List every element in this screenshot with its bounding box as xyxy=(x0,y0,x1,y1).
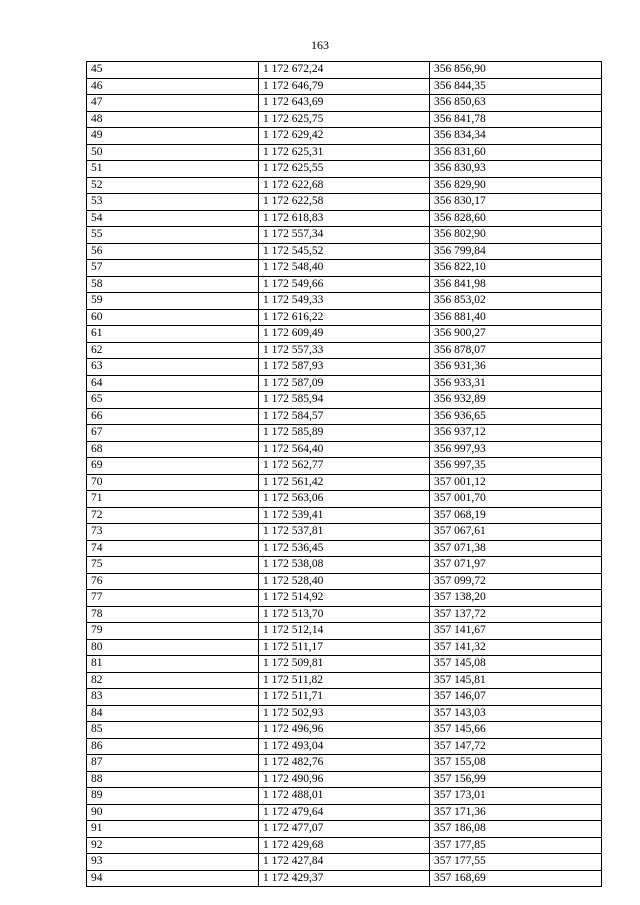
y-coordinate-cell: 357 186,08 xyxy=(430,821,602,838)
x-coordinate-cell: 1 172 616,22 xyxy=(259,309,430,326)
table-row xyxy=(87,161,602,178)
x-coordinate-cell: 1 172 429,37 xyxy=(259,870,430,887)
table-row xyxy=(87,62,602,79)
point-number-cell: 92 xyxy=(87,837,259,854)
y-coordinate-cell: 356 856,90 xyxy=(430,62,602,79)
x-coordinate-cell: 1 172 511,71 xyxy=(259,689,430,706)
point-number-cell: 87 xyxy=(87,755,259,772)
table-row xyxy=(87,474,602,491)
x-coordinate-cell: 1 172 511,82 xyxy=(259,672,430,689)
table-row xyxy=(87,177,602,194)
table-row xyxy=(87,128,602,145)
x-coordinate-cell: 1 172 528,40 xyxy=(259,573,430,590)
x-coordinate-cell: 1 172 479,64 xyxy=(259,804,430,821)
y-coordinate-cell: 357 071,97 xyxy=(430,557,602,574)
table-row xyxy=(87,194,602,211)
y-coordinate-cell: 356 933,31 xyxy=(430,375,602,392)
y-coordinate-cell: 356 850,63 xyxy=(430,95,602,112)
y-coordinate-cell: 356 997,35 xyxy=(430,458,602,475)
point-number-cell: 76 xyxy=(87,573,259,590)
y-coordinate-cell: 356 844,35 xyxy=(430,78,602,95)
x-coordinate-cell: 1 172 502,93 xyxy=(259,705,430,722)
point-number-cell: 81 xyxy=(87,656,259,673)
point-number-cell: 46 xyxy=(87,78,259,95)
table-row xyxy=(87,557,602,574)
table-row xyxy=(87,342,602,359)
table-row xyxy=(87,276,602,293)
page-number: 163 xyxy=(311,38,329,52)
table-row xyxy=(87,111,602,128)
y-coordinate-cell: 357 067,61 xyxy=(430,524,602,541)
x-coordinate-cell: 1 172 563,06 xyxy=(259,491,430,508)
y-coordinate-cell: 357 146,07 xyxy=(430,689,602,706)
table-row xyxy=(87,227,602,244)
y-coordinate-cell: 357 138,20 xyxy=(430,590,602,607)
point-number-cell: 85 xyxy=(87,722,259,739)
point-number-cell: 84 xyxy=(87,705,259,722)
x-coordinate-cell: 1 172 429,68 xyxy=(259,837,430,854)
y-coordinate-cell: 357 071,38 xyxy=(430,540,602,557)
y-coordinate-cell: 356 830,17 xyxy=(430,194,602,211)
table-row xyxy=(87,623,602,640)
table-row xyxy=(87,441,602,458)
y-coordinate-cell: 356 830,93 xyxy=(430,161,602,178)
x-coordinate-cell: 1 172 587,93 xyxy=(259,359,430,376)
point-number-cell: 71 xyxy=(87,491,259,508)
point-number-cell: 70 xyxy=(87,474,259,491)
x-coordinate-cell: 1 172 622,58 xyxy=(259,194,430,211)
point-number-cell: 67 xyxy=(87,425,259,442)
x-coordinate-cell: 1 172 477,07 xyxy=(259,821,430,838)
point-number-cell: 74 xyxy=(87,540,259,557)
x-coordinate-cell: 1 172 538,08 xyxy=(259,557,430,574)
table-row xyxy=(87,689,602,706)
x-coordinate-cell: 1 172 609,49 xyxy=(259,326,430,343)
x-coordinate-cell: 1 172 585,89 xyxy=(259,425,430,442)
y-coordinate-cell: 356 853,02 xyxy=(430,293,602,310)
x-coordinate-cell: 1 172 557,34 xyxy=(259,227,430,244)
x-coordinate-cell: 1 172 562,77 xyxy=(259,458,430,475)
x-coordinate-cell: 1 172 564,40 xyxy=(259,441,430,458)
table-row xyxy=(87,854,602,871)
table-row xyxy=(87,326,602,343)
y-coordinate-cell: 356 931,36 xyxy=(430,359,602,376)
x-coordinate-cell: 1 172 536,45 xyxy=(259,540,430,557)
x-coordinate-cell: 1 172 557,33 xyxy=(259,342,430,359)
point-number-cell: 86 xyxy=(87,738,259,755)
table-row xyxy=(87,408,602,425)
y-coordinate-cell: 357 156,99 xyxy=(430,771,602,788)
table-row xyxy=(87,491,602,508)
point-number-cell: 54 xyxy=(87,210,259,227)
x-coordinate-cell: 1 172 545,52 xyxy=(259,243,430,260)
point-number-cell: 45 xyxy=(87,62,259,79)
x-coordinate-cell: 1 172 548,40 xyxy=(259,260,430,277)
point-number-cell: 93 xyxy=(87,854,259,871)
point-number-cell: 55 xyxy=(87,227,259,244)
x-coordinate-cell: 1 172 427,84 xyxy=(259,854,430,871)
table-row xyxy=(87,738,602,755)
y-coordinate-cell: 357 147,72 xyxy=(430,738,602,755)
table-row xyxy=(87,771,602,788)
x-coordinate-cell: 1 172 629,42 xyxy=(259,128,430,145)
point-number-cell: 65 xyxy=(87,392,259,409)
y-coordinate-cell: 356 936,65 xyxy=(430,408,602,425)
coordinates-table xyxy=(86,61,602,887)
x-coordinate-cell: 1 172 539,41 xyxy=(259,507,430,524)
point-number-cell: 51 xyxy=(87,161,259,178)
point-number-cell: 52 xyxy=(87,177,259,194)
table-row xyxy=(87,722,602,739)
table-row xyxy=(87,705,602,722)
y-coordinate-cell: 356 822,10 xyxy=(430,260,602,277)
table-row xyxy=(87,540,602,557)
y-coordinate-cell: 356 878,07 xyxy=(430,342,602,359)
point-number-cell: 60 xyxy=(87,309,259,326)
x-coordinate-cell: 1 172 488,01 xyxy=(259,788,430,805)
point-number-cell: 49 xyxy=(87,128,259,145)
table-row xyxy=(87,590,602,607)
coordinates-table-body xyxy=(87,62,602,887)
point-number-cell: 59 xyxy=(87,293,259,310)
y-coordinate-cell: 356 834,34 xyxy=(430,128,602,145)
point-number-cell: 79 xyxy=(87,623,259,640)
y-coordinate-cell: 357 171,36 xyxy=(430,804,602,821)
point-number-cell: 78 xyxy=(87,606,259,623)
y-coordinate-cell: 357 099,72 xyxy=(430,573,602,590)
point-number-cell: 68 xyxy=(87,441,259,458)
point-number-cell: 89 xyxy=(87,788,259,805)
x-coordinate-cell: 1 172 625,55 xyxy=(259,161,430,178)
point-number-cell: 94 xyxy=(87,870,259,887)
table-row xyxy=(87,392,602,409)
y-coordinate-cell: 356 829,90 xyxy=(430,177,602,194)
table-row xyxy=(87,210,602,227)
y-coordinate-cell: 357 173,01 xyxy=(430,788,602,805)
point-number-cell: 58 xyxy=(87,276,259,293)
y-coordinate-cell: 356 900,27 xyxy=(430,326,602,343)
point-number-cell: 77 xyxy=(87,590,259,607)
y-coordinate-cell: 356 802,90 xyxy=(430,227,602,244)
point-number-cell: 47 xyxy=(87,95,259,112)
x-coordinate-cell: 1 172 625,75 xyxy=(259,111,430,128)
point-number-cell: 53 xyxy=(87,194,259,211)
y-coordinate-cell: 357 155,08 xyxy=(430,755,602,772)
y-coordinate-cell: 357 137,72 xyxy=(430,606,602,623)
table-row xyxy=(87,458,602,475)
x-coordinate-cell: 1 172 537,81 xyxy=(259,524,430,541)
x-coordinate-cell: 1 172 622,68 xyxy=(259,177,430,194)
y-coordinate-cell: 356 932,89 xyxy=(430,392,602,409)
point-number-cell: 72 xyxy=(87,507,259,524)
point-number-cell: 50 xyxy=(87,144,259,161)
point-number-cell: 57 xyxy=(87,260,259,277)
x-coordinate-cell: 1 172 482,76 xyxy=(259,755,430,772)
y-coordinate-cell: 357 068,19 xyxy=(430,507,602,524)
point-number-cell: 66 xyxy=(87,408,259,425)
y-coordinate-cell: 357 001,12 xyxy=(430,474,602,491)
y-coordinate-cell: 356 828,60 xyxy=(430,210,602,227)
point-number-cell: 83 xyxy=(87,689,259,706)
y-coordinate-cell: 357 177,85 xyxy=(430,837,602,854)
table-row xyxy=(87,788,602,805)
x-coordinate-cell: 1 172 625,31 xyxy=(259,144,430,161)
y-coordinate-cell: 357 141,67 xyxy=(430,623,602,640)
x-coordinate-cell: 1 172 509,81 xyxy=(259,656,430,673)
point-number-cell: 48 xyxy=(87,111,259,128)
table-row xyxy=(87,425,602,442)
point-number-cell: 61 xyxy=(87,326,259,343)
y-coordinate-cell: 356 799,84 xyxy=(430,243,602,260)
y-coordinate-cell: 356 831,60 xyxy=(430,144,602,161)
table-row xyxy=(87,804,602,821)
x-coordinate-cell: 1 172 643,69 xyxy=(259,95,430,112)
y-coordinate-cell: 357 145,08 xyxy=(430,656,602,673)
table-row xyxy=(87,821,602,838)
point-number-cell: 69 xyxy=(87,458,259,475)
table-row xyxy=(87,573,602,590)
x-coordinate-cell: 1 172 549,33 xyxy=(259,293,430,310)
x-coordinate-cell: 1 172 618,83 xyxy=(259,210,430,227)
point-number-cell: 73 xyxy=(87,524,259,541)
point-number-cell: 63 xyxy=(87,359,259,376)
y-coordinate-cell: 357 141,32 xyxy=(430,639,602,656)
y-coordinate-cell: 357 145,66 xyxy=(430,722,602,739)
table-row xyxy=(87,524,602,541)
x-coordinate-cell: 1 172 549,66 xyxy=(259,276,430,293)
y-coordinate-cell: 357 143,03 xyxy=(430,705,602,722)
table-row xyxy=(87,309,602,326)
y-coordinate-cell: 357 145,81 xyxy=(430,672,602,689)
table-row xyxy=(87,672,602,689)
y-coordinate-cell: 356 881,40 xyxy=(430,309,602,326)
x-coordinate-cell: 1 172 496,96 xyxy=(259,722,430,739)
table-row xyxy=(87,656,602,673)
table-row xyxy=(87,359,602,376)
point-number-cell: 64 xyxy=(87,375,259,392)
y-coordinate-cell: 357 177,55 xyxy=(430,854,602,871)
x-coordinate-cell: 1 172 511,17 xyxy=(259,639,430,656)
table-row xyxy=(87,293,602,310)
y-coordinate-cell: 356 841,78 xyxy=(430,111,602,128)
y-coordinate-cell: 356 997,93 xyxy=(430,441,602,458)
table-row xyxy=(87,870,602,887)
point-number-cell: 90 xyxy=(87,804,259,821)
point-number-cell: 88 xyxy=(87,771,259,788)
table-row xyxy=(87,243,602,260)
x-coordinate-cell: 1 172 493,04 xyxy=(259,738,430,755)
point-number-cell: 91 xyxy=(87,821,259,838)
x-coordinate-cell: 1 172 584,57 xyxy=(259,408,430,425)
table-row xyxy=(87,375,602,392)
y-coordinate-cell: 357 001,70 xyxy=(430,491,602,508)
x-coordinate-cell: 1 172 513,70 xyxy=(259,606,430,623)
table-row xyxy=(87,755,602,772)
x-coordinate-cell: 1 172 561,42 xyxy=(259,474,430,491)
x-coordinate-cell: 1 172 672,24 xyxy=(259,62,430,79)
x-coordinate-cell: 1 172 514,92 xyxy=(259,590,430,607)
point-number-cell: 75 xyxy=(87,557,259,574)
x-coordinate-cell: 1 172 646,79 xyxy=(259,78,430,95)
table-row xyxy=(87,78,602,95)
x-coordinate-cell: 1 172 512,14 xyxy=(259,623,430,640)
table-row xyxy=(87,639,602,656)
y-coordinate-cell: 357 168,69 xyxy=(430,870,602,887)
table-row xyxy=(87,95,602,112)
table-row xyxy=(87,837,602,854)
point-number-cell: 62 xyxy=(87,342,259,359)
table-row xyxy=(87,606,602,623)
table-row xyxy=(87,260,602,277)
y-coordinate-cell: 356 841,98 xyxy=(430,276,602,293)
point-number-cell: 82 xyxy=(87,672,259,689)
x-coordinate-cell: 1 172 490,96 xyxy=(259,771,430,788)
table-row xyxy=(87,507,602,524)
x-coordinate-cell: 1 172 585,94 xyxy=(259,392,430,409)
point-number-cell: 80 xyxy=(87,639,259,656)
y-coordinate-cell: 356 937,12 xyxy=(430,425,602,442)
point-number-cell: 56 xyxy=(87,243,259,260)
x-coordinate-cell: 1 172 587,09 xyxy=(259,375,430,392)
table-row xyxy=(87,144,602,161)
